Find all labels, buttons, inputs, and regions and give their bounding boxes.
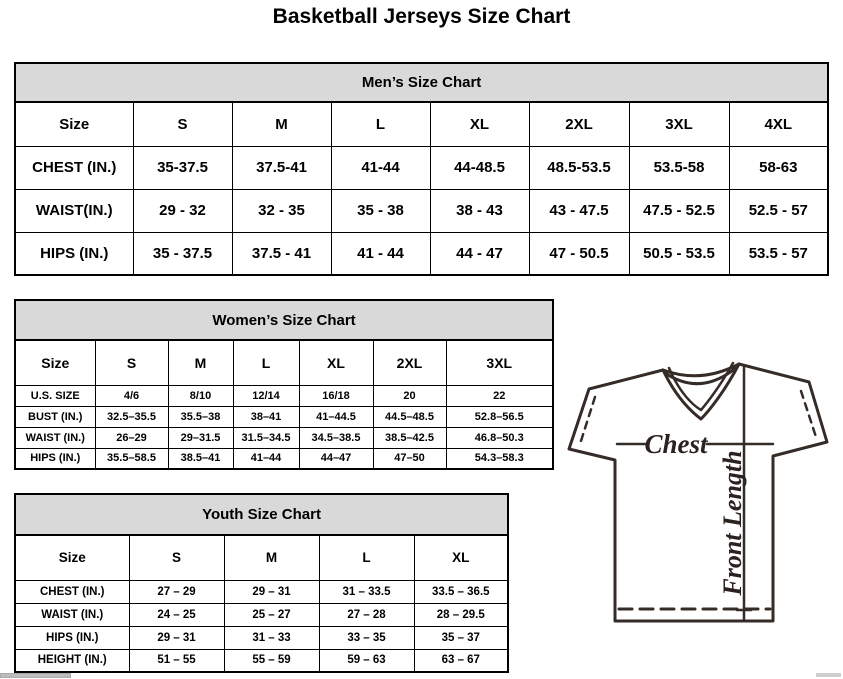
measurement-value-cell: 54.3–58.3 (446, 448, 553, 469)
measurement-value-cell: 35 - 38 (331, 189, 430, 232)
measurement-value-cell: 47 - 50.5 (529, 232, 629, 275)
measurement-value-cell: 31 – 33 (224, 626, 319, 649)
measurement-value-cell: 51 – 55 (129, 649, 224, 672)
measurement-value-cell: 8/10 (168, 385, 233, 406)
youth-size-table (14, 493, 509, 673)
measurement-value-cell: 16/18 (299, 385, 373, 406)
size-column-header: M (224, 535, 319, 580)
horizontal-scrollbar-thumb[interactable] (0, 673, 71, 678)
mens-size-table (14, 62, 829, 276)
measurement-value-cell: 32.5–35.5 (95, 406, 168, 427)
measurement-value-cell: 52.5 - 57 (729, 189, 828, 232)
measurement-value-cell: 35.5–38 (168, 406, 233, 427)
measurement-value-cell: 53.5-58 (629, 146, 729, 189)
measurement-value-cell: 28 – 29.5 (414, 603, 508, 626)
size-column-header: XL (414, 535, 508, 580)
measurement-value-cell: 48.5-53.5 (529, 146, 629, 189)
measurement-value-cell: 27 – 29 (129, 580, 224, 603)
size-corner-label: Size (15, 535, 129, 580)
measurement-value-cell: 25 – 27 (224, 603, 319, 626)
measurement-value-cell: 35-37.5 (133, 146, 232, 189)
size-column-header: 2XL (529, 102, 629, 146)
measurement-value-cell: 29 - 32 (133, 189, 232, 232)
measurement-value-cell: 20 (373, 385, 446, 406)
measurement-value-cell: 4/6 (95, 385, 168, 406)
measurement-value-cell: 37.5 - 41 (232, 232, 331, 275)
size-column-header: XL (430, 102, 529, 146)
size-column-header: 3XL (446, 340, 553, 385)
measurement-value-cell: 29–31.5 (168, 427, 233, 448)
table-title: Youth Size Chart (15, 494, 508, 535)
measurement-value-cell: 29 – 31 (224, 580, 319, 603)
measurement-value-cell: 33.5 – 36.5 (414, 580, 508, 603)
size-corner-label: Size (15, 102, 133, 146)
measurement-value-cell: 29 – 31 (129, 626, 224, 649)
size-column-header: S (133, 102, 232, 146)
table-title: Women’s Size Chart (15, 300, 553, 340)
measurement-value-cell: 46.8–50.3 (446, 427, 553, 448)
size-column-header: L (331, 102, 430, 146)
measurement-value-cell: 33 – 35 (319, 626, 414, 649)
measurement-row-label: WAIST (IN.) (15, 603, 129, 626)
measurement-value-cell: 35.5–58.5 (95, 448, 168, 469)
measurement-value-cell: 53.5 - 57 (729, 232, 828, 275)
table-title: Men’s Size Chart (15, 63, 828, 102)
measurement-value-cell: 22 (446, 385, 553, 406)
measurement-value-cell: 26–29 (95, 427, 168, 448)
measurement-value-cell: 24 – 25 (129, 603, 224, 626)
page-title: Basketball Jerseys Size Chart (272, 5, 571, 28)
measurement-value-cell: 38 - 43 (430, 189, 529, 232)
measurement-row-label: BUST (IN.) (15, 406, 95, 427)
measurement-value-cell: 12/14 (233, 385, 299, 406)
measurement-value-cell: 34.5–38.5 (299, 427, 373, 448)
measurement-row-label: CHEST (IN.) (15, 580, 129, 603)
measurement-value-cell: 38–41 (233, 406, 299, 427)
size-column-header: 3XL (629, 102, 729, 146)
measurement-value-cell: 59 – 63 (319, 649, 414, 672)
measurement-value-cell: 44-48.5 (430, 146, 529, 189)
measurement-row-label: WAIST(IN.) (15, 189, 133, 232)
size-column-header: M (232, 102, 331, 146)
measurement-value-cell: 37.5-41 (232, 146, 331, 189)
measurement-row-label: HIPS (IN.) (15, 232, 133, 275)
measurement-row-label: HIPS (IN.) (15, 626, 129, 649)
measurement-value-cell: 43 - 47.5 (529, 189, 629, 232)
size-column-header: M (168, 340, 233, 385)
measurement-value-cell: 44–47 (299, 448, 373, 469)
measurement-value-cell: 41–44.5 (299, 406, 373, 427)
measurement-value-cell: 41-44 (331, 146, 430, 189)
size-column-header: L (233, 340, 299, 385)
womens-size-table (14, 299, 554, 470)
measurement-row-label: WAIST (IN.) (15, 427, 95, 448)
measurement-value-cell: 38.5–42.5 (373, 427, 446, 448)
measurement-value-cell: 44 - 47 (430, 232, 529, 275)
chest-label: Chest (644, 429, 708, 459)
measurement-row-label: U.S. SIZE (15, 385, 95, 406)
measurement-value-cell: 38.5–41 (168, 448, 233, 469)
horizontal-scrollbar-corner[interactable] (816, 673, 841, 677)
size-column-header: L (319, 535, 414, 580)
measurement-value-cell: 52.8–56.5 (446, 406, 553, 427)
measurement-value-cell: 35 - 37.5 (133, 232, 232, 275)
size-column-header: XL (299, 340, 373, 385)
jersey-outline-shape (569, 364, 827, 621)
measurement-row-label: CHEST (IN.) (15, 146, 133, 189)
measurement-row-label: HEIGHT (IN.) (15, 649, 129, 672)
size-corner-label: Size (15, 340, 95, 385)
jersey-measurement-diagram (553, 353, 843, 645)
size-column-header: S (95, 340, 168, 385)
measurement-value-cell: 31 – 33.5 (319, 580, 414, 603)
measurement-value-cell: 35 – 37 (414, 626, 508, 649)
measurement-value-cell: 50.5 - 53.5 (629, 232, 729, 275)
measurement-value-cell: 44.5–48.5 (373, 406, 446, 427)
measurement-value-cell: 58-63 (729, 146, 828, 189)
measurement-value-cell: 55 – 59 (224, 649, 319, 672)
measurement-row-label: HIPS (IN.) (15, 448, 95, 469)
measurement-value-cell: 47–50 (373, 448, 446, 469)
measurement-value-cell: 47.5 - 52.5 (629, 189, 729, 232)
measurement-value-cell: 41 - 44 (331, 232, 430, 275)
measurement-value-cell: 41–44 (233, 448, 299, 469)
measurement-value-cell: 32 - 35 (232, 189, 331, 232)
measurement-value-cell: 63 – 67 (414, 649, 508, 672)
size-column-header: 4XL (729, 102, 828, 146)
measurement-value-cell: 31.5–34.5 (233, 427, 299, 448)
size-column-header: 2XL (373, 340, 446, 385)
front-length-label: Front Length (718, 450, 747, 596)
measurement-value-cell: 27 – 28 (319, 603, 414, 626)
size-column-header: S (129, 535, 224, 580)
